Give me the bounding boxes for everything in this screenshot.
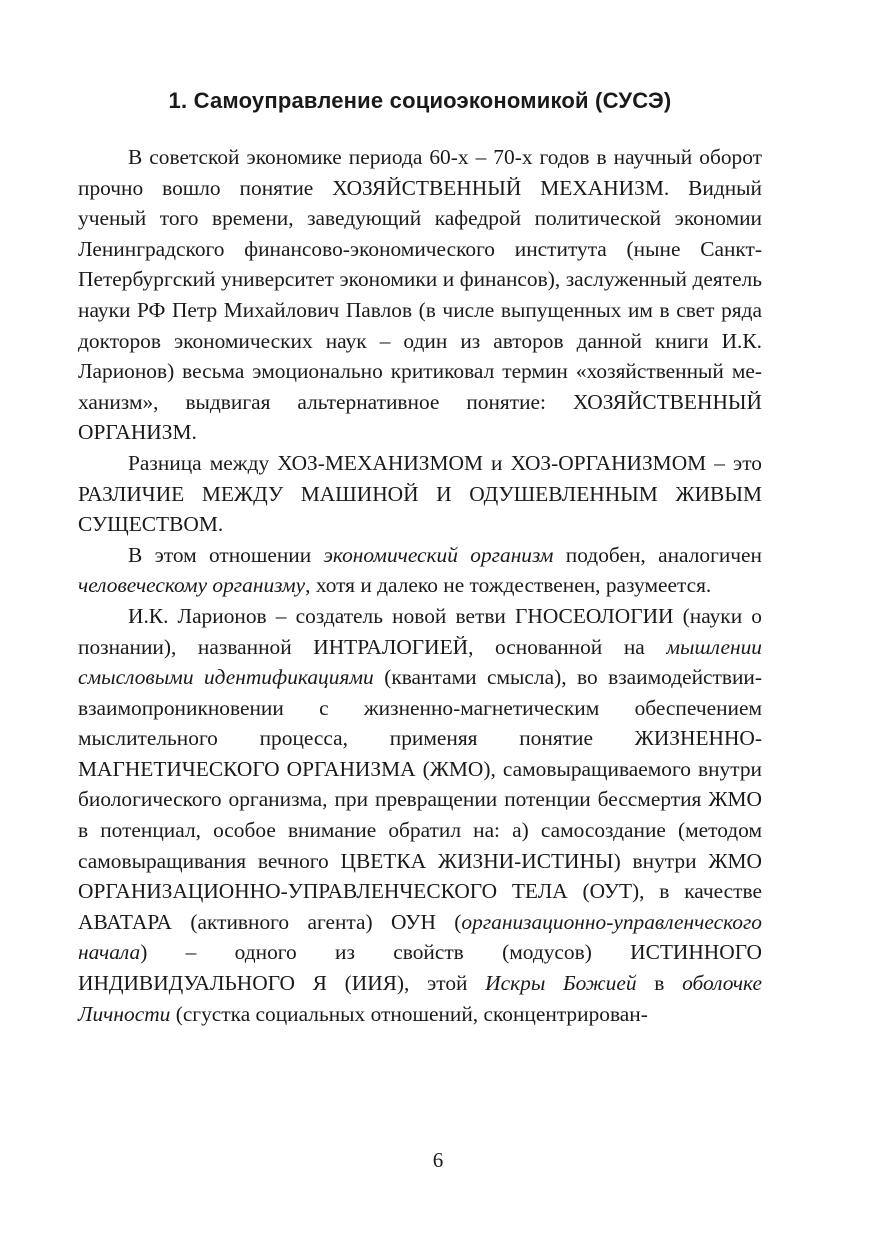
italic-text: оболочке Личности xyxy=(78,971,763,1026)
text-segment: Разница между ХОЗ-МЕХАНИЗМОМ и ХОЗ-ОРГАНИЗМОМ – это РАЗЛИЧИЕ МЕЖДУ МАШИНОЙ И ОДУШЕВЛЕННЫМ ЖИВЫМ СУЩЕСТВОМ. xyxy=(78,450,762,537)
italic-text: организационно-управленческого начала xyxy=(78,909,762,965)
text-segment: в xyxy=(636,971,683,996)
paragraph xyxy=(78,448,762,540)
italic-text: Искры Божией xyxy=(485,971,637,996)
text-segment: (сгустка социальных отношений, сконцентрирован- xyxy=(170,1001,648,1026)
page-number: 6 xyxy=(432,1148,444,1172)
text-segment: В советской экономике периода 60-х – 70-х годов в научный оборот прочно вошло понятие ХОЗЯЙСТВЕННЫЙ МЕХАНИЗМ. Видный ученый того времени, заведующий кафедрой политической экономии Ленинградского финансово-экономического института (ныне Санкт-Петербургский университет экономики и финансов), заслуженный деятель науки РФ Петр Михайлович Павлов (в числе выпущенных им в свет ряда докторов экономических наук – один из авторов данной книги И.К. Ларионов) весьма эмоционально критиковал термин «хозяйственный механизм», выдвигая альтернативное понятие: ХОЗЯЙСТВЕННЫЙ ОРГАНИЗМ. xyxy=(78,145,762,445)
page-body xyxy=(78,88,762,1029)
text-segment: , хотя и далеко не тождественен, разумеется. xyxy=(305,573,712,598)
paragraph xyxy=(78,601,762,1029)
section-heading: 1. Самоуправление социоэкономикой (СУСЭ) xyxy=(168,88,672,113)
paragraph-container xyxy=(78,142,762,1029)
italic-text: человеческому организму xyxy=(78,573,306,598)
text-segment: (квантами смысла), во взаимодействии-взаимопроникновении с жизненно-магнетическим обеспечением мыслительного процесса, применяя понятие ЖИЗНЕННО-МАГНЕТИЧЕСКОГО ОРГАНИЗМА (ЖМО), самовыращиваемого внутри биологического организма, при превращении потенции бессмертия ЖМО в потенциал, особое внимание обратил на: а) самосоздание (методом самовыращивания вечного ЦВЕТКА ЖИЗНИ-ИСТИНЫ) внутри ЖМО ОРГАНИЗАЦИОННО-УПРАВЛЕНЧЕСКОГО ТЕЛА (ОУТ), в качестве АВАТАРА (активного агента) ОУН ( xyxy=(78,665,762,934)
text-segment: ) – одного из свойств (модусов) ИСТИННОГО ИНДИВИДУАЛЬНОГО Я (ИИЯ), этой xyxy=(78,940,762,996)
italic-text: мышлении смысловыми идентификациями xyxy=(78,634,762,690)
text-segment: подобен, аналогичен xyxy=(553,542,763,567)
text-segment: В этом отношении xyxy=(128,542,324,567)
paragraph xyxy=(78,142,762,448)
text-segment: И.К. Ларионов – создатель новой ветви ГНОСЕОЛОГИИ (науки о познании), названной ИНТРАЛОГИЕЙ, основанной на xyxy=(78,603,762,659)
italic-text: экономический организм xyxy=(323,542,554,567)
paragraph xyxy=(78,540,762,601)
